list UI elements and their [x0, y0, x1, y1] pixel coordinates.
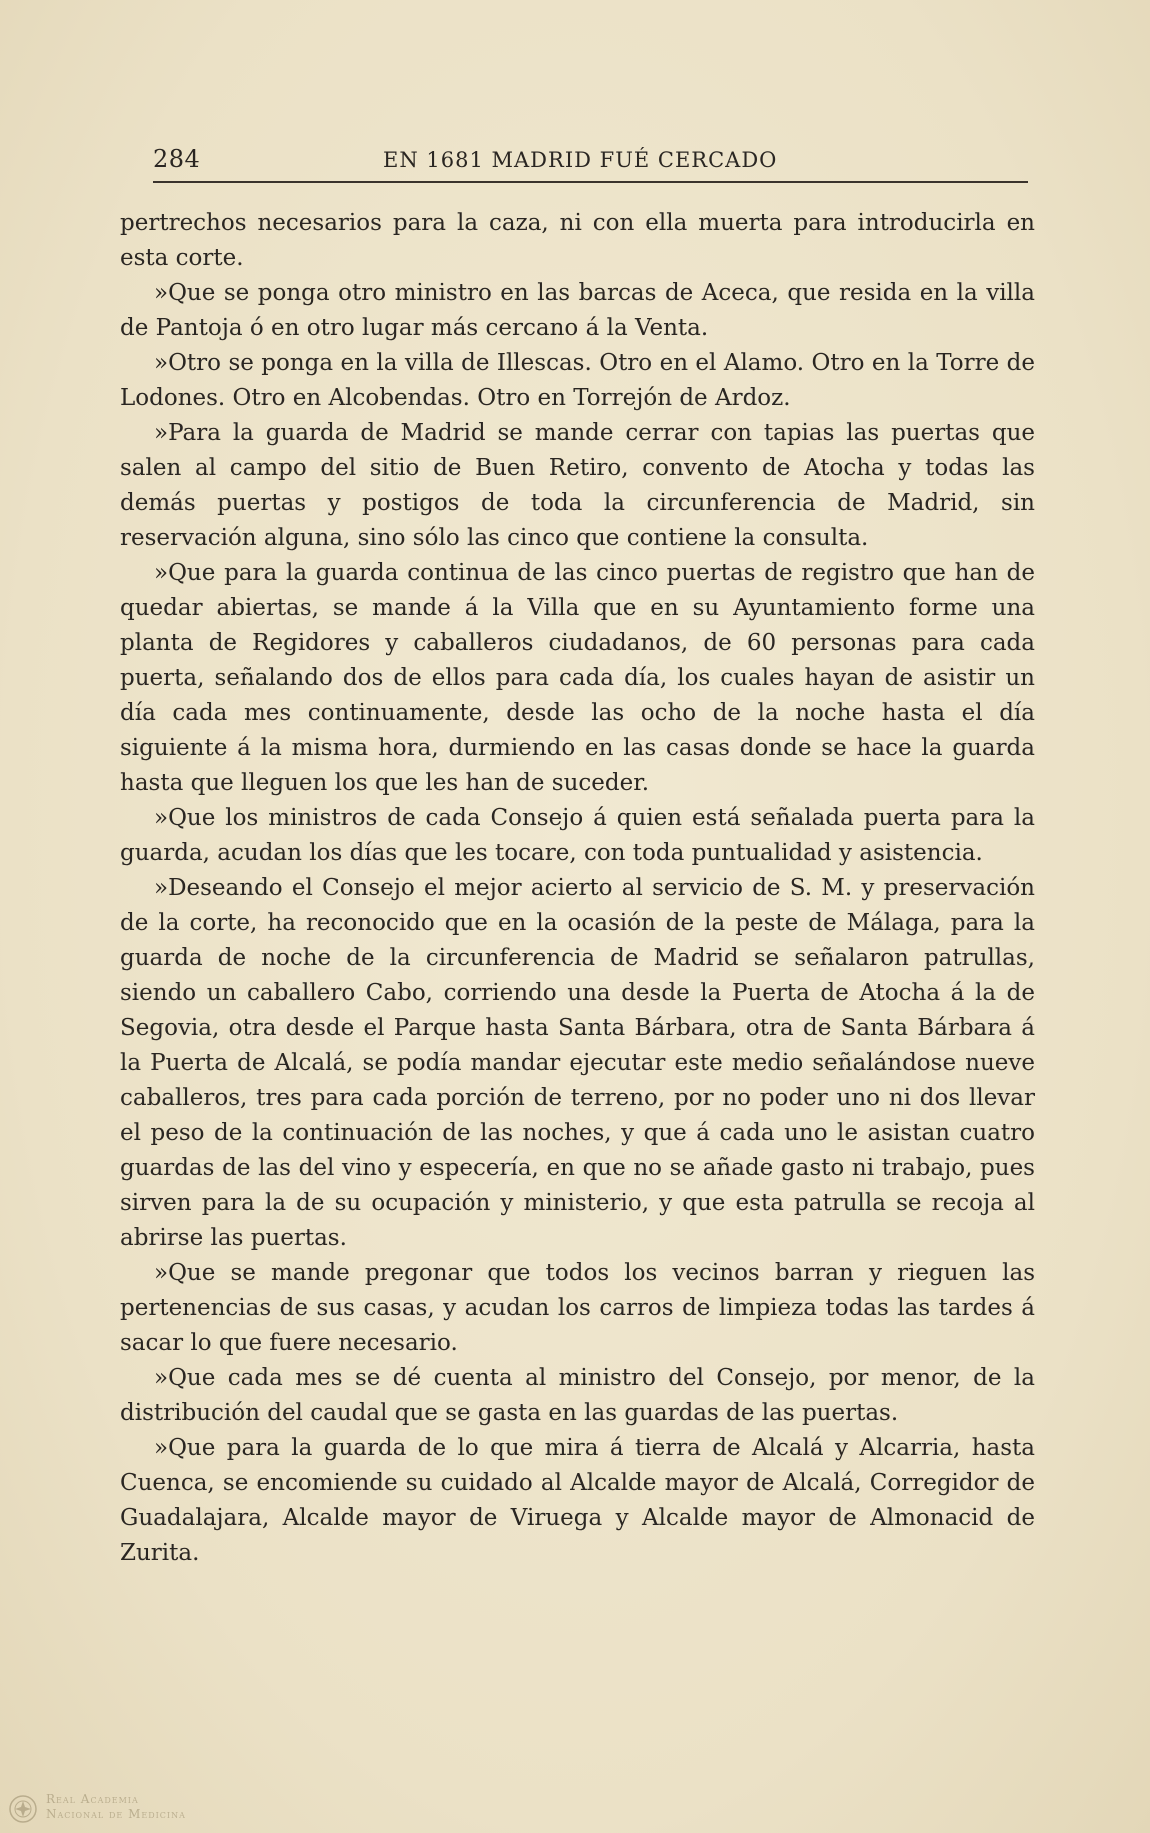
- paragraph: »Para la guarda de Madrid se mande cerrar con tapias las puertas que salen al campo del sitio de Buen Retiro, convento de Atocha y todas las demás puertas y postigos de toda la circunferencia de Madrid, sin reservación alguna, sino sólo las cinco que contiene la consulta.: [120, 420, 1035, 551]
- paragraph: »Deseando el Consejo el mejor acierto al servicio de S. M. y preservación de la corte, ha reconocido que en la ocasión de la peste de Málaga, para la guarda de noche de la circunferencia de Madrid se señalaron patrullas, siendo un caballero Cabo, corriendo una desde la Puerta de Atocha á la de Segovia, otra desde el Parque hasta Santa Bárbara, otra de Santa Bárbara á la Puerta de Alcalá, se podía mandar ejecutar este medio señalándose nueve caballeros, tres para cada porción de terreno, por no poder uno ni dos llevar el peso de la continuación de las noches, y que á cada uno le asistan cuatro guardas de las del vino y especería, en que no se añade gasto ni trabajo, pues sirven para la de su ocupación y ministerio, y que esta patrulla se recoja al abrirse las puertas.: [120, 875, 1035, 1251]
- paragraph: »Que se mande pregonar que todos los vecinos barran y rieguen las pertenencias de sus casas, y acudan los carros de limpieza todas las tardes á sacar lo que fuere necesario.: [120, 1260, 1035, 1356]
- running-title: EN 1681 MADRID FUÉ CERCADO: [383, 148, 778, 172]
- body-text: [120, 206, 1035, 1571]
- stamp-line-2: Nacional de Medicina: [46, 1807, 186, 1821]
- paragraph: »Que para la guarda de lo que mira á tierra de Alcalá y Alcarria, hasta Cuenca, se encomiende su cuidado al Alcalde mayor de Alcalá, Corregidor de Guadalajara, Alcalde mayor de Viruega y Alcalde mayor de Almonacid de Zurita.: [120, 1435, 1035, 1566]
- paragraph: »Que se ponga otro ministro en las barcas de Aceca, que resida en la villa de Pantoja ó en otro lugar más cercano á la Venta.: [120, 280, 1035, 341]
- paragraph: pertrechos necesarios para la caza, ni con ella muerta para introducirla en esta corte.: [120, 210, 1035, 271]
- seal-icon: [8, 1794, 38, 1824]
- stamp-text: [46, 1792, 186, 1822]
- paragraph: »Que los ministros de cada Consejo á quien está señalada puerta para la guarda, acudan los días que les tocare, con toda puntualidad y asistencia.: [120, 805, 1035, 866]
- library-stamp: [8, 1790, 228, 1830]
- paragraph: »Que para la guarda continua de las cinco puertas de registro que han de quedar abiertas, se mande á la Villa que en su Ayuntamiento forme una planta de Regidores y caballeros ciudadanos, de 60 personas para cada puerta, señalando dos de ellos para cada día, los cuales hayan de asistir un día cada mes continuamente, desde las ocho de la noche hasta el día siguiente á la misma hora, durmiendo en las casas donde se hace la guarda hasta que lleguen los que les han de suceder.: [120, 560, 1035, 796]
- page-number: 284: [153, 145, 201, 173]
- paragraph: »Que cada mes se dé cuenta al ministro del Consejo, por menor, de la distribución del caudal que se gasta en las guardas de las puertas.: [120, 1365, 1035, 1426]
- paragraph: »Otro se ponga en la villa de Illescas. Otro en el Alamo. Otro en la Torre de Lodones. Otro en Alcobendas. Otro en Torrejón de Ardoz.: [120, 350, 1035, 411]
- header-rule: [153, 181, 1028, 183]
- stamp-line-1: Real Academia: [46, 1792, 139, 1806]
- page-header: [153, 145, 1028, 179]
